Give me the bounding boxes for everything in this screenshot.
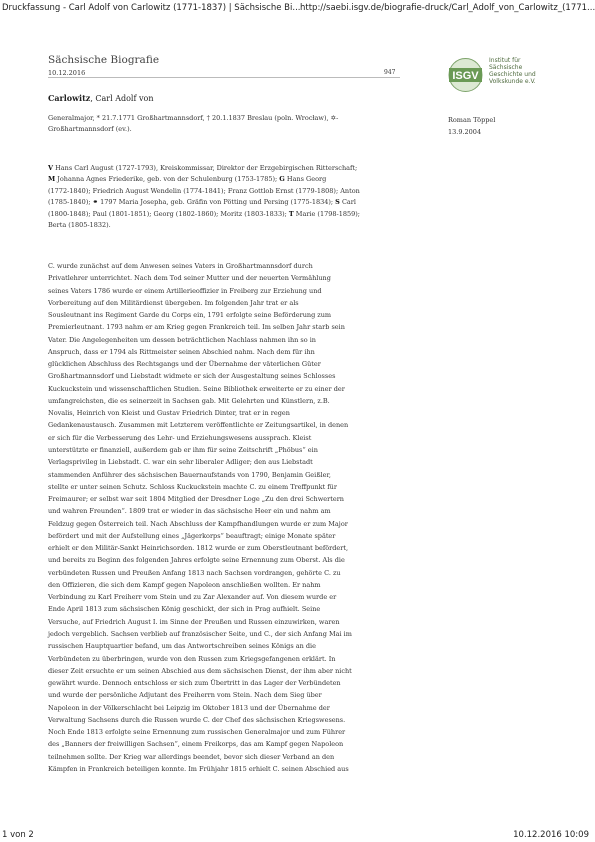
article-date: 13.9.2004 <box>448 128 482 136</box>
biography-line: gewährt wurde. Dennoch entschloss er sich zum Übertritt in das Lager der Verbündeten <box>48 679 341 688</box>
biography-line: den Offizieren, die sich dem Kampf gegen Napoleon anschließen wollten. Er nahm <box>48 580 321 589</box>
life-data <box>48 113 398 135</box>
genealogy-text: Hans Georg <box>284 175 327 184</box>
biography-line: Sousleutnant ins Regiment Garde du Corps ein, 1791 erfolgte seine Beförderung zum <box>48 311 332 320</box>
biography-line: Freimaurer; er selbst war seit 1804 Mitglied der Dresdner Loge „Zu den drei Schwertern <box>48 495 344 504</box>
genealogy-text: 1797 Maria Josepha, geb. Gräfin von Pötting und Persing (1775-1834); <box>98 198 336 207</box>
genealogy <box>48 163 400 231</box>
biography-line: und wurde der persönliche Adjutant des Freiherrn vom Stein. Nach dem Sieg über <box>48 691 322 700</box>
life-data-line: Generalmajor, * 21.7.1771 Großhartmannsdorf, † 20.1.1837 Breslau (poln. Wrocław), ✡- <box>48 114 339 122</box>
biography-line: teilnehmen sollte. Der Krieg war allerdings beendet, bevor sich dieser Verband an den <box>48 752 335 761</box>
biography-line: Noch Ende 1813 erfolgte seine Ernennung zum russischen Generalmajor und zum Führer <box>48 728 346 737</box>
article-author: Roman Töppel <box>448 116 496 124</box>
biography-line: Premierleutnant. 1793 nahm er am Krieg gegen Frankreich teil. Im selben Jahr starb sein <box>48 323 345 332</box>
genealogy-symbol: M <box>48 175 56 184</box>
biography-line: Kuckuckstein und wissenschaftlichen Studien. Seine Bibliothek erweiterte er zu einer der <box>48 384 345 393</box>
biography-line: und wahren Freunden“. 1809 trat er wieder in das sächsische Heer ein und nahm am <box>48 507 331 516</box>
isgv-logo <box>448 55 483 95</box>
biography-line: Novalis, Heinrich von Kleist und Gustav Friedrich Dinter, trat er in regen <box>48 409 290 418</box>
brand-title: Sächsische Biografie <box>48 54 160 66</box>
genealogy-symbol: ⚭ <box>92 198 99 207</box>
genealogy-line <box>48 220 400 231</box>
genealogy-text: Hans Carl August (1727-1793), Kreiskommissar, Direktor der Erzgebirgischen Ritterschaft; <box>53 164 358 172</box>
biography-line: Vorbereitung auf den Militärdienst übergeben. Im folgenden Jahr trat er als <box>48 298 299 307</box>
header-page-id: 947 <box>384 69 396 76</box>
print-page-count: 1 von 2 <box>2 830 34 840</box>
print-timestamp: 10.12.2016 10:09 <box>513 830 589 840</box>
life-data-line: Großhartmannsdorf (ev.). <box>48 125 132 133</box>
header-divider <box>48 77 400 78</box>
print-page-url: http://saebi.isgv.de/biografie-druck/Carl_Adolf_von_Carlowitz_(1771... <box>300 3 595 13</box>
genealogy-text: Marie (1798-1859); <box>293 209 360 218</box>
genealogy-line <box>48 197 400 208</box>
browser-print-header <box>0 0 595 16</box>
biography-line: Verwaltung Sachsens durch die Russen wurde C. der Chef des sächsischen Kriegswesens. <box>48 715 346 724</box>
entry-title <box>48 93 153 103</box>
biography-line: des „Banners der freiwilligen Sachsen“, einem Freikorps, das am Kampf gegen Napoleon <box>48 740 344 749</box>
entry-given-name: , Carl Adolf von <box>90 94 154 103</box>
biography-line: Versuche, auf Friedrich August I. im Sinne der Preußen und Russen einzuwirken, waren <box>48 617 340 626</box>
biography-line: befördert und mit der Aufstellung eines „Jägerkorps“ beauftragt; einige Monate später <box>48 531 336 540</box>
biography-line: stammenden Anführer des sächsischen Bauernaufstands von 1790, Benjamin Geißler, <box>48 470 331 479</box>
genealogy-text: (1800-1848); Paul (1801-1851); Georg (1802-1860); Moritz (1803-1833); <box>48 209 289 218</box>
genealogy-line <box>48 209 400 220</box>
genealogy-line <box>48 174 400 185</box>
print-page-title: Druckfassung - Carl Adolf von Carlowitz (1771-1837) | Sächsische Bi... <box>2 3 301 13</box>
institute-name <box>489 57 559 85</box>
genealogy-symbol: G <box>279 175 285 184</box>
biography-line: unterstützte er finanziell, außerdem gab er ihm für seine Zeitschrift „Phöbus“ ein <box>48 445 318 454</box>
genealogy-symbol: T <box>288 209 294 218</box>
biography-line: Verlagsprivileg in Liebstadt. C. war ein sehr liberaler Adliger; den aus Liebstadt <box>48 458 313 467</box>
browser-print-footer <box>0 828 595 842</box>
genealogy-text: (1772-1840); Friedrich August Wendelin (1774-1841); Franz Gottlob Ernst (1779-1808); Anton <box>48 186 360 195</box>
biography-line: Vater. Die Angelegenheiten um dessen beträchtlichen Nachlass nahmen ihn so in <box>48 335 316 344</box>
biography-line: Feldzug gegen Österreich teil. Nach Abschluss der Kampfhandlungen wurde er zum Major <box>48 519 348 528</box>
genealogy-text: Johanna Agnes Friederike, geb. von der Schulenburg (1753-1785); <box>55 175 280 184</box>
biography-line: C. wurde zunächst auf dem Anwesen seines Vaters in Großhartmannsdorf durch <box>48 262 313 270</box>
biography-line: und bereits zu Beginn des folgenden Jahres erfolgte seine Ernennung zum Oberst. Als die <box>48 556 345 565</box>
genealogy-line <box>48 163 400 174</box>
genealogy-symbol: V <box>48 164 54 172</box>
biography-line: Großhartmannsdorf und Liebstadt widmete er sich der Ausgestaltung seines Schlosses <box>48 372 336 381</box>
biography-line: er sich für die Verbesserung des Lehr- und Erziehungswesens aussprach. Kleist <box>48 433 312 442</box>
institute-name-line: Sächsische <box>489 64 523 71</box>
isgv-logo-text: ISGV <box>452 70 479 82</box>
biography-line: Verbindung zu Karl Freiherr vom Stein und zu Zar Alexander auf. Von diesem wurde er <box>48 593 337 602</box>
biography-line: jedoch vergeblich. Sachsen verblieb auf französischer Seite, und C., der sich Anfang Mai im <box>48 629 352 638</box>
genealogy-text: (1785-1840); <box>48 198 93 207</box>
entry-surname: Carlowitz <box>48 93 91 103</box>
genealogy-symbol: S <box>335 198 340 207</box>
biography-line: stellte er unter seinen Schutz. Schloss Kuckuckstein machte C. zu einem Treffpunkt für <box>48 482 337 491</box>
biography-line: russischen Hauptquartier befand, um das Antwortschreiben seines Königs an die <box>48 642 316 651</box>
genealogy-text: Carl <box>339 198 356 207</box>
biography-line: Napoleon in der Völkerschlacht bei Leipzig im Oktober 1813 und der Übernahme der <box>48 703 330 712</box>
biography-line: Anspruch, dass er 1794 als Rittmeister seinen Abschied nahm. Nach dem für ihn <box>48 347 315 356</box>
genealogy-line <box>48 186 400 197</box>
biography-line: Gedankenaustausch. Zusammen mit Letzterem veröffentlichte er Zeitungsartikel, in denen <box>48 421 349 430</box>
biography-line: umfangreichsten, die es seinerzeit in Sachsen gab. Mit Gelehrten und Künstlern, z.B. <box>48 396 330 405</box>
biography-line: dieser Zeit ersuchte er um seinen Abschied aus dem sächsischen Dienst, der ihm aber nicht <box>48 666 352 675</box>
biography-text <box>48 260 403 775</box>
biography-line: glücklichen Abschluss des Rechtsgangs und der Übernahme der väterlichen Güter <box>48 360 321 369</box>
institute-name-line: Volkskunde e.V. <box>489 78 536 85</box>
biography-line: erhielt er den Militär-Sankt Heinrichsorden. 1812 wurde er zum Oberstleutnant befördert, <box>48 544 349 553</box>
genealogy-text: Berta (1805-1832). <box>48 221 111 230</box>
institute-name-line: Institut für <box>489 57 521 64</box>
biography-line: seines Vaters 1786 wurde er einem Artillerieoffizier in Freiberg zur Erziehung und <box>48 286 322 295</box>
biography-line: verbündeten Russen und Preußen Anfang 1813 nach Sachsen vordrangen, gehörte C. zu <box>48 568 341 577</box>
biography-line: Verbündeten zu überbringen, wurde von den Russen zum Kriegsgefangenen erklärt. In <box>48 654 336 663</box>
biography-line: Privatlehrer unterrichtet. Nach dem Tod seiner Mutter und der neuerten Vermählung <box>48 274 331 283</box>
header-date: 10.12.2016 <box>48 69 86 77</box>
biography-line: Kämpfen in Frankreich beteiligen konnte. Im Frühjahr 1815 erhielt C. seinen Abschied aus <box>48 764 349 773</box>
institute-name-line: Geschichte und <box>489 71 536 78</box>
biography-line: Ende April 1813 zum sächsischen König geschickt, der sich in Prag aufhielt. Seine <box>48 605 321 614</box>
